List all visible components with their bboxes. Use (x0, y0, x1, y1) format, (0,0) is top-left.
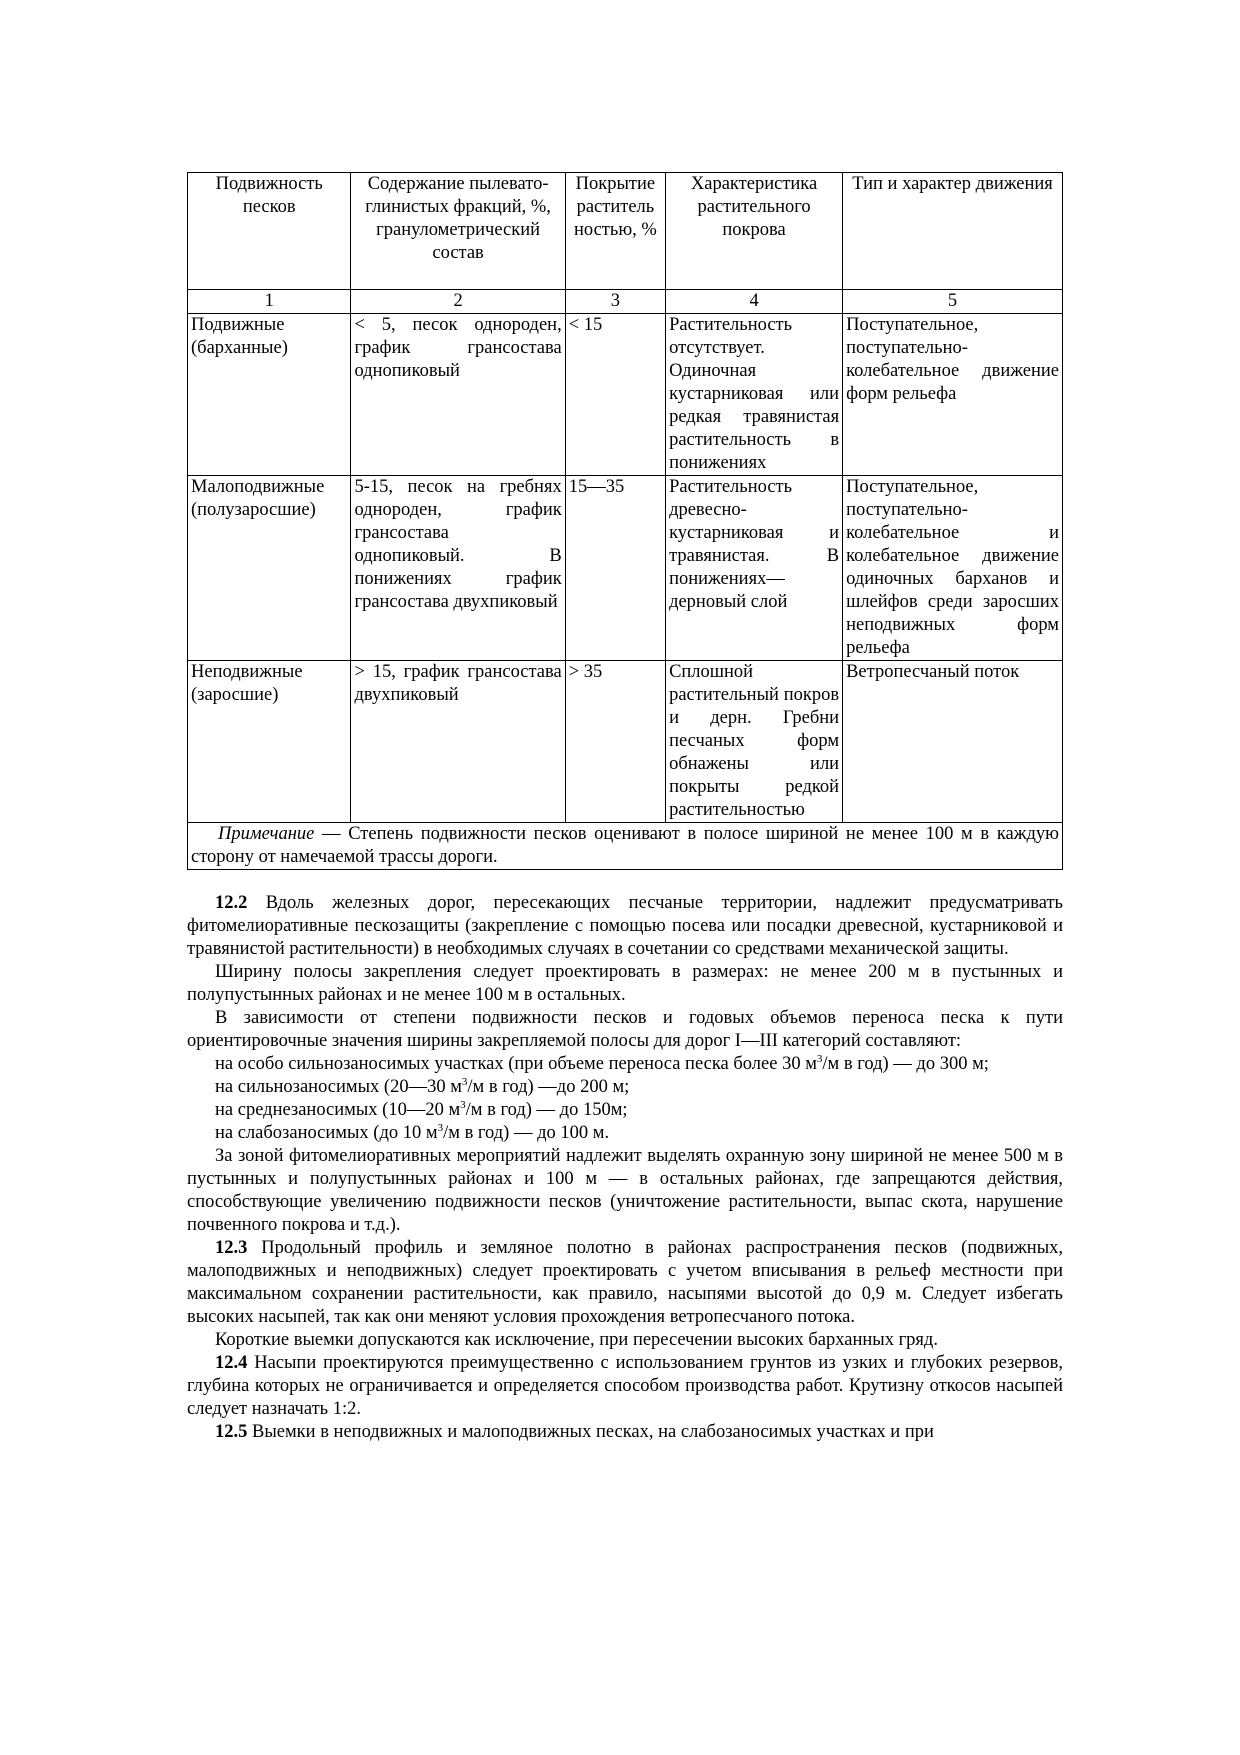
cell-mobility: Неподвижные (заросшие) (188, 661, 351, 823)
col-number: 1 (188, 290, 351, 314)
clause-number: 12.3 (215, 1238, 248, 1258)
body-text (187, 892, 1063, 1444)
list-item (187, 1053, 1063, 1076)
col-number: 3 (565, 290, 665, 314)
paragraph-text: Насыпи проектируются преимущественно с использованием грунтов из узких и глубоких резервов, глубина которых не ограничивается и определяется способом производства работ. Крутизну откосов насыпей следует назначать 1:2. (187, 1353, 1063, 1419)
list-text: на слабозаносимых (до 10 м (215, 1123, 438, 1143)
header-cover: Покрытие раститель ностью, % (565, 173, 665, 290)
list-text: на особо сильнозаносимых участках (при объеме переноса песка более 30 м (215, 1054, 817, 1074)
note-label: Примечание (218, 824, 315, 844)
list-text: /м в год) — до 150м; (465, 1100, 628, 1120)
list-text: на среднезаносимых (10—20 м (215, 1100, 461, 1120)
cell-vegetation: Сплошной растительный покров и дерн. Гребни песчаных форм обнажены или покрыты редкой растительностью (666, 661, 843, 823)
clause-number: 12.4 (215, 1353, 248, 1373)
cell-movement: Ветропесчаный поток (843, 661, 1063, 823)
cell-content: 5-15, песок на гребнях однороден, график грансостава однопиковый. В понижениях график грансостава двухпиковый (351, 476, 565, 661)
table-header-row (188, 173, 1063, 290)
cell-content: < 5, песок однороден, график грансостава однопиковый (351, 314, 565, 476)
col-number: 5 (843, 290, 1063, 314)
header-mobility: Подвижность песков (188, 173, 351, 290)
table-row (188, 476, 1063, 661)
list-item (187, 1076, 1063, 1099)
header-content: Содержание пылевато-глинистых фракций, %, гранулометрический состав (351, 173, 565, 290)
superscript: 3 (816, 1052, 823, 1065)
cell-content: > 15, график грансостава двухпиковый (351, 661, 565, 823)
paragraph-text: Продольный профиль и земляное полотно в районах распространения песков (подвижных, малоподвижных и неподвижных) следует проектировать с учетом вписывания в рельеф местности при максимальном сохранении растительности, как правило, насыпями высотой до 0,9 м. Следует избегать высоких насыпей, так как они меняют условия прохождения ветропесчаного потока. (187, 1238, 1063, 1327)
paragraph: В зависимости от степени подвижности песков и годовых объемов переноса песка к пути ориентировочные значения ширины закрепляемой полосы для дорог I—III категорий составляют: (187, 1008, 1063, 1051)
header-vegetation: Характеристика растительного покрова (666, 173, 843, 290)
col-number: 2 (351, 290, 565, 314)
list-text: /м в год) —до 200 м; (467, 1077, 630, 1097)
list-text: на сильнозаносимых (20—30 м (215, 1077, 462, 1097)
note-text: — Степень подвижности песков оценивают в полосе шириной не менее 100 м в каждую сторону от намечаемой трассы дороги. (191, 824, 1059, 867)
table-note (188, 823, 1063, 870)
cell-mobility: Подвижные (барханные) (188, 314, 351, 476)
superscript: 3 (460, 1098, 466, 1111)
paragraph-text: Выемки в неподвижных и малоподвижных песках, на слабозаносимых участках и при (247, 1422, 934, 1442)
list-item (187, 1122, 1063, 1145)
paragraph-12-2 (187, 892, 1063, 961)
document-page (187, 172, 1063, 1444)
cell-movement: Поступательное, поступательно-колебательное движение форм рельефа (843, 314, 1063, 476)
sand-mobility-table (187, 172, 1063, 870)
cell-cover: > 35 (565, 661, 665, 823)
paragraph-12-3 (187, 1237, 1063, 1329)
table-row (188, 314, 1063, 476)
list-text: /м в год) — до 100 м. (443, 1123, 610, 1143)
paragraph: Короткие выемки допускаются как исключение, при пересечении высоких барханных гряд. (215, 1330, 938, 1350)
paragraph-text: Вдоль железных дорог, пересекающих песчаные территории, надлежит предусматривать фитомелиоративные пескозащиты (закрепление с помощью посева или посадки древесной, кустарниковой и травянистой растительности) в необходимых случаях в сочетании со средствами механической защиты. (187, 893, 1063, 959)
cell-mobility: Малоподвижные (полузаросшие) (188, 476, 351, 661)
cell-vegetation: Растительность древесно-кустарниковая и травянистая. В понижениях—дерновый слой (666, 476, 843, 661)
paragraph-12-4 (187, 1352, 1063, 1421)
list-item (187, 1099, 1063, 1122)
superscript: 3 (461, 1075, 468, 1088)
table-row (188, 661, 1063, 823)
clause-number: 12.2 (215, 893, 248, 913)
col-number: 4 (666, 290, 843, 314)
table-note-row (188, 823, 1063, 870)
column-number-row (188, 290, 1063, 314)
cell-vegetation: Растительность отсутствует. Одиночная кустарниковая или редкая травянистая растительность в понижениях (666, 314, 843, 476)
cell-cover: 15—35 (565, 476, 665, 661)
clause-number: 12.5 (215, 1422, 248, 1442)
paragraph-12-5 (187, 1421, 1063, 1444)
paragraph: За зоной фитомелиоративных мероприятий надлежит выделять охранную зону шириной не менее 500 м в пустынных и полупустынных районах и 100 м — в остальных районах, где запрещаются действия, способствующие увеличению подвижности песков (уничтожение растительности, выпас скота, нарушение почвенного покрова и т.д.). (187, 1146, 1063, 1235)
header-movement: Тип и характер движения (843, 173, 1063, 290)
superscript: 3 (437, 1121, 444, 1134)
cell-cover: < 15 (565, 314, 665, 476)
paragraph: Ширину полосы закрепления следует проектировать в размерах: не менее 200 м в пустынных и полупустынных районах и не менее 100 м в остальных. (187, 962, 1063, 1005)
list-text: /м в год) — до 300 м; (822, 1054, 989, 1074)
cell-movement: Поступательное, поступательно-колебательное и колебательное движение одиночных барханов и шлейфов среди заросших неподвижных форм рельефа (843, 476, 1063, 661)
